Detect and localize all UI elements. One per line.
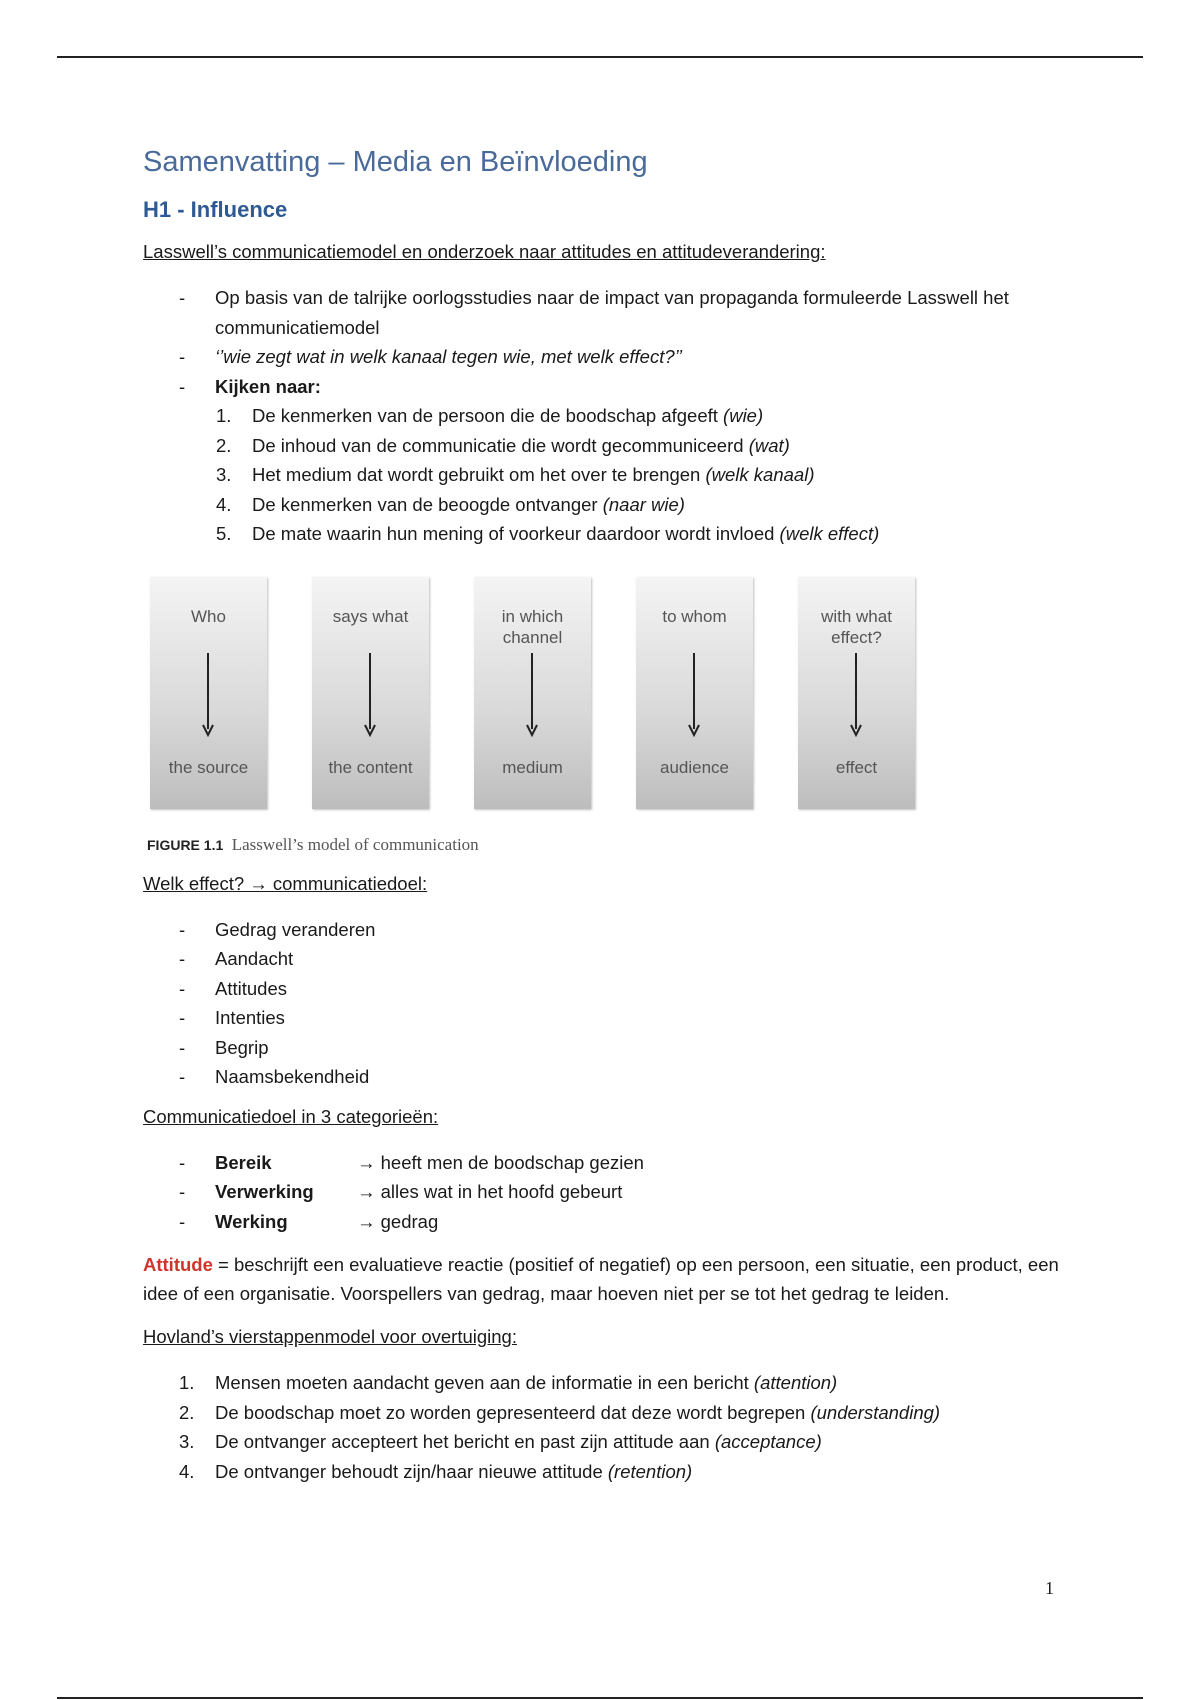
- list-item: 4. De kenmerken van de beoogde ontvanger (naar wie): [216, 493, 685, 515]
- section-heading-lasswell: Lasswell’s communicatiemodel en onderzoek naar attitudes en attitudeverandering:: [143, 241, 826, 262]
- list-item: - Aandacht: [179, 948, 294, 969]
- list-item: - Bereik → heeft men de boodschap gezien: [179, 1151, 644, 1173]
- model-box-effect: with what effect? effect: [798, 577, 915, 809]
- list-item: - Intenties: [179, 1007, 285, 1028]
- figure-caption: FIGURE 1.1 Lasswell’s model of communication: [147, 834, 479, 854]
- list-item: - Gedrag veranderen: [179, 918, 376, 940]
- arrow-down-icon: [362, 653, 378, 737]
- bottom-rule: [57, 1697, 1143, 1699]
- list-item: 4. De ontvanger behoudt zijn/haar nieuwe attitude (retention): [179, 1460, 693, 1482]
- list-item: 3. Het medium dat wordt gebruikt om het over te brengen (welk kanaal): [216, 464, 815, 485]
- list-item: - Verwerking → alles wat in het hoofd gebeurt: [179, 1181, 623, 1202]
- list-item: 1. De kenmerken van de persoon die de boodschap afgeeft (wie): [216, 405, 764, 426]
- model-box-channel: in which channel medium: [474, 577, 591, 809]
- top-rule: [57, 56, 1143, 58]
- arrow-down-icon: [848, 653, 864, 737]
- arrow-down-icon: [524, 653, 540, 737]
- list-item: 1. Mensen moeten aandacht geven aan de informatie in een bericht (attention): [179, 1372, 838, 1393]
- document-page: [143, 140, 1063, 1486]
- hovland-numbered-list: [143, 1368, 1063, 1486]
- model-box-to-whom: to whom audience: [636, 577, 753, 809]
- list-item: 5. De mate waarin hun mening of voorkeur daardoor wordt invloed (welk effect): [216, 523, 880, 544]
- page-number: 1: [1045, 1578, 1054, 1598]
- attitude-definition: Attitude = beschrijft een evaluatieve reactie (positief of negatief) op een persoon, een situatie, een product, een idee of een organisatie. Voorspellers van gedrag, maar hoeven niet per se tot het gedrag te leiden.: [143, 1254, 1059, 1304]
- section-heading-categories: Communicatiedoel in 3 categorieën:: [143, 1105, 439, 1127]
- list-item: 3. De ontvanger accepteert het bericht en past zijn attitude aan (acceptance): [179, 1431, 822, 1452]
- list-item: - Kijken naar:: [179, 375, 321, 397]
- lasswell-model-figure: [150, 577, 1063, 817]
- page-title: Samenvatting – Media en Beïnvloeding: [143, 146, 648, 178]
- list-item: - Begrip: [179, 1036, 269, 1058]
- list-item: - Naamsbekendheid: [179, 1066, 370, 1087]
- list-item: 2. De boodschap moet zo worden gepresenteerd dat deze wordt begrepen (understanding): [179, 1401, 941, 1423]
- list-item: - Attitudes: [179, 977, 287, 999]
- arrow-down-icon: [200, 653, 216, 737]
- list-item: - ‘’wie zegt wat in welk kanaal tegen wie, met welk effect?’’: [179, 346, 683, 367]
- arrow-down-icon: [686, 653, 702, 737]
- section-heading-hovland: Hovland’s vierstappenmodel voor overtuiging:: [143, 1326, 517, 1347]
- effect-bullets: [143, 915, 1063, 1092]
- category-bullets: [143, 1148, 1063, 1237]
- list-item: 2. De inhoud van de communicatie die wordt gecommuniceerd (wat): [216, 434, 790, 456]
- list-item: - Op basis van de talrijke oorlogsstudies naar de impact van propaganda formuleerde Lasswell het communicatiemodel: [179, 287, 1009, 338]
- chapter-heading: H1 - Influence: [143, 197, 288, 222]
- section-heading-effect: Welk effect? → communicatiedoel:: [143, 872, 428, 894]
- model-box-who: Who the source: [150, 577, 267, 809]
- model-box-says-what: says what the content: [312, 577, 429, 809]
- lasswell-numbered-list: [143, 401, 1063, 549]
- lasswell-bullets: [143, 283, 1063, 401]
- list-item: - Werking → gedrag: [179, 1210, 439, 1232]
